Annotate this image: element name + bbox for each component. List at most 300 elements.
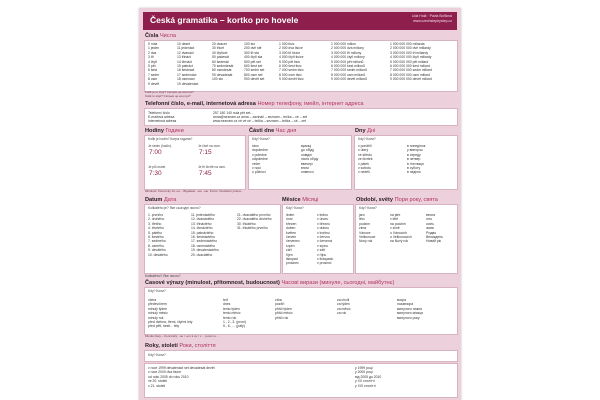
number-item: 2 dva <box>148 50 157 55</box>
season-translation: весна <box>426 213 436 217</box>
middle-note-2: Minulé časy – Koncovky: -ou / -em a ve / v ... jenom u... <box>145 334 219 338</box>
number-item: 8 000 000 000 osm miliard <box>390 72 430 77</box>
date-item: 9. devátého <box>148 248 166 253</box>
number-item: 300 tři sta <box>244 50 259 55</box>
month-when: v březnu <box>317 221 331 226</box>
timeexp-past <box>148 298 192 329</box>
month-when: v říjnu <box>317 252 327 257</box>
year-translation: у XX столітті <box>355 379 375 384</box>
section-tr: Дата <box>163 197 177 203</box>
contact-value: 257 180 140 nula pět set... <box>213 110 254 115</box>
number-item: 80 osmdesát <box>212 68 232 73</box>
years-items <box>148 366 215 388</box>
hours-time-2: 7:15 <box>199 149 212 156</box>
number-item: 13 třináct <box>177 55 191 60</box>
number-item: 4 000 čtyři tisíce <box>279 55 304 60</box>
author-url: www.czechstepbystep.cz <box>413 18 452 23</box>
timeexp-item: včera <box>148 298 157 302</box>
section-title-daytime <box>249 128 296 134</box>
season-name: podzim <box>359 221 370 226</box>
number-item: 8 000 000 osm milionů <box>331 72 366 77</box>
number-item: 1 000 tisíc <box>279 42 295 46</box>
date-item: 19. devatenáctého <box>191 248 219 253</box>
season-translation: Великдень <box>426 234 443 239</box>
day-translation: у вівторок <box>407 148 423 153</box>
month-when: v září <box>317 248 326 253</box>
daytime-item: v noci <box>252 165 261 170</box>
timeexp-translation: минулого року <box>397 315 420 320</box>
number-item: 100 sto <box>212 77 224 82</box>
number-item: 11 jedenáct <box>177 46 195 51</box>
number-item: 3 tři <box>148 55 154 60</box>
daytime-translation: опівночі <box>301 170 314 175</box>
number-item: 40 čtyřicet <box>212 50 228 55</box>
months-question: Kdy? Коли? <box>286 206 304 210</box>
section-cz: Období, světy <box>356 197 393 203</box>
section-title-hours <box>145 128 184 134</box>
day-translation: в середу <box>407 152 421 157</box>
timeexp-item: teď <box>223 298 228 302</box>
months-names <box>286 213 300 266</box>
number-item: 7 sedm <box>148 72 160 77</box>
author-line: Lida Holá · Pavla Bořilová <box>411 14 452 18</box>
section-cz: Dny <box>355 128 366 134</box>
daytime-translation: до обіду <box>301 148 315 153</box>
timeexp-item: dnes <box>223 302 231 307</box>
section-cz: Hodiny <box>145 128 164 134</box>
days-items <box>358 144 373 175</box>
number-item: 1 jeden <box>148 46 160 51</box>
daytime-item: v poledne <box>252 152 267 157</box>
section-tr: Числа <box>159 33 176 39</box>
number-item: 10 deset <box>177 42 191 46</box>
daytime-box <box>248 135 352 190</box>
number-item: 8 000 osm tisíc <box>279 72 302 77</box>
grammar-sheet <box>139 8 461 400</box>
number-item: 100 sto <box>244 42 256 46</box>
season-translation: зима <box>426 226 434 231</box>
numbers-box <box>144 40 458 92</box>
section-tr: Дні <box>367 128 376 134</box>
years-box <box>144 363 458 398</box>
month-name: srpen <box>286 243 295 248</box>
timeexp-question: Kdy? Коли? <box>148 289 166 293</box>
timeexp-item: tento rok <box>223 315 237 320</box>
date-item: 10. desátého <box>148 252 168 257</box>
hours-label-3: Je půl osmé. <box>148 165 167 169</box>
number-item: 17 sedmnáct <box>177 72 197 77</box>
day-item: ve čtvrtek <box>358 157 373 162</box>
daytime-item: odpoledne <box>252 157 268 162</box>
hours-box <box>144 135 246 190</box>
daytime-translation: вранці <box>301 144 312 148</box>
season-when: o Velikonocích <box>390 234 412 239</box>
timeexp-item: před pěti, šesti... lety <box>148 324 180 329</box>
years-question-box <box>144 350 458 362</box>
number-item: 60 šedesát <box>212 59 229 64</box>
days-box <box>354 135 458 190</box>
month-when: v únoru <box>317 217 329 222</box>
day-item: v pondělí <box>358 144 372 148</box>
year-translation: у XXI столітті <box>355 383 376 388</box>
date-item: 7. sedmého <box>148 239 166 244</box>
number-item: 14 čtrnáct <box>177 59 192 64</box>
numbers-note-1: Kolik je to stojí? Скільки це коштує? <box>145 90 194 94</box>
section-cz: Časové výrazy (minulost, přítomnost, budoucnost) <box>145 280 280 286</box>
day-item: v úterý <box>358 148 369 153</box>
timeexp-item: 1., 2., 3. (první) <box>223 319 246 324</box>
date-item: 18. osmnáctého <box>191 243 216 248</box>
year-translation: у 2000 році <box>355 370 373 375</box>
year-item: v 21. století <box>148 383 166 388</box>
number-item: 6 000 000 šest milionů <box>331 63 365 68</box>
day-item: v sobotu <box>358 165 371 170</box>
month-name: květen <box>286 230 296 235</box>
date-item: 13. třináctého <box>191 221 212 226</box>
timeexp-item: minulý týden <box>148 306 168 311</box>
season-when: na Nový rok <box>390 239 409 244</box>
month-when: v prosinci <box>317 261 332 266</box>
date-item: 14. čtrnáctého <box>191 226 213 231</box>
number-item: 4 000 000 čtyři miliony <box>331 55 365 60</box>
number-item: 9 devět <box>148 81 160 86</box>
section-cz: Telefonní číslo, e-mail, internetová adresa <box>145 101 256 107</box>
date-col-2 <box>191 213 219 257</box>
numbers-col-millions <box>331 42 367 82</box>
daytime-translation: опівдні <box>301 152 312 157</box>
number-item: 200 dvě stě <box>244 46 262 51</box>
day-item: v pátek <box>358 161 369 166</box>
numbers-col-thousands <box>279 42 304 82</box>
seasons-question: Kdy? Коли? <box>359 206 377 210</box>
section-cz: Roky, století <box>145 343 178 349</box>
days-question: Kdy? Коли? <box>358 137 376 141</box>
date-item: 8. osmého <box>148 243 164 248</box>
section-title-days <box>355 128 375 134</box>
section-title-years <box>145 343 216 349</box>
number-item: 2 000 000 dva miliony <box>331 46 364 51</box>
day-translation: в четвер <box>407 157 421 162</box>
month-name: červen <box>286 234 297 239</box>
seasons-translations <box>426 213 443 244</box>
number-item: 8 osm <box>148 77 158 82</box>
middle-note: Minulost: Koncovky za -ou... Відмінки: -ем, -ою. Pozor: Nevlastní jména... <box>145 189 244 193</box>
number-item: 6 000 000 000 šest miliard <box>390 63 430 68</box>
date-item: 15. patnáctého <box>191 230 214 235</box>
timeexp-item: před dvěma, třemi, čtyřmi lety <box>148 319 193 324</box>
month-when: v lednu <box>317 213 328 217</box>
timeexp-item: za chvíli <box>337 298 350 302</box>
number-item: 9 000 devět tisíc <box>279 77 304 82</box>
number-item: 500 pět set <box>244 59 261 64</box>
day-item: ve středu <box>358 152 372 157</box>
section-tr: Часові вирази (минуле, сьогодні, майбутнє) <box>281 280 395 286</box>
number-item: 30 třicet <box>212 46 225 51</box>
timeexp-translation: вчора <box>397 298 407 302</box>
hours-time-1: 7:00 <box>149 149 162 156</box>
daytime-translation: ввечері <box>301 161 313 166</box>
date-box <box>144 204 281 274</box>
number-item: 400 čtyři sta <box>244 55 263 60</box>
timeexp-item: pozítří <box>275 302 285 307</box>
day-item: v neděli <box>358 170 370 175</box>
contact-value: www.seznam.cz vé vé vé – tečka – seznam – tečka – cé – zet <box>213 119 306 124</box>
date-item: 1. prvního <box>148 213 164 217</box>
section-title-numbers <box>145 33 176 39</box>
timeexp-future <box>275 298 293 320</box>
month-name: září <box>286 248 292 253</box>
number-item: 90 devadesát <box>212 72 233 77</box>
season-translation: Новий рік <box>426 239 441 244</box>
number-item: 18 osmnáct <box>177 77 195 82</box>
month-name: duben <box>286 226 296 231</box>
number-item: 7 000 000 sedm milionů <box>331 68 368 73</box>
daytime-item: dopoledne <box>252 148 268 153</box>
season-when: na jaře <box>390 213 401 217</box>
seasons-box <box>355 204 458 274</box>
timeexp-translations <box>397 298 423 320</box>
number-item: 4 čtyři <box>148 59 158 64</box>
hours-label-4: Je tři čtvrtě na osm. <box>198 165 226 169</box>
year-item: v roce 1999 devatenáct set devadesát devět <box>148 366 215 370</box>
daytime-question: Kdy? Коли? <box>252 137 270 141</box>
hours-time-3: 7:30 <box>149 170 162 177</box>
timeexp-later <box>337 298 351 316</box>
hours-label-1: Je sedm (hodin). <box>148 144 172 148</box>
timeexp-item: 5., 6., ... (pátý) <box>223 324 245 329</box>
date-item: 20. dvacátého <box>191 252 213 257</box>
month-name: prosinec <box>286 261 299 266</box>
days-translations <box>407 144 425 175</box>
contact-label: Telefonní číslo <box>148 110 170 115</box>
contact-label: E-mailová adresa <box>148 114 175 119</box>
day-translation: в суботу <box>407 165 421 170</box>
months-box <box>282 204 354 274</box>
month-name: říjen <box>286 252 293 257</box>
years-translations <box>355 366 381 388</box>
hours-question: Kolik je hodin? Котра година? <box>148 137 193 141</box>
date-item: 6. šestého <box>148 234 164 239</box>
timeexp-item: za rok <box>337 311 347 316</box>
month-name: březen <box>286 221 297 226</box>
number-item: 15 patnáct <box>177 63 193 68</box>
date-col-3 <box>237 213 272 231</box>
number-item: 6 000 šest tisíc <box>279 63 302 68</box>
timeexp-translation: минулого тижня <box>397 306 423 311</box>
number-item: 1 000 000 milion <box>331 42 356 46</box>
timeexp-box <box>144 287 458 335</box>
season-name: léto <box>359 217 365 222</box>
number-item: 2 000 dva tisíce <box>279 46 303 51</box>
date-col-1 <box>148 213 168 257</box>
daytime-item: o půlnoci <box>252 170 266 175</box>
date-item: 11. jedenáctého <box>191 213 215 217</box>
timeexp-translation: минулого місяця <box>397 311 424 316</box>
timeexp-pre-question: Kolikátého? Яке число? <box>145 274 181 278</box>
date-item: 2. druhého <box>148 217 165 222</box>
timeexp-item: příští rok <box>275 315 289 320</box>
numbers-col-tens <box>212 42 233 82</box>
section-tr: Пори року, свята <box>394 197 438 203</box>
timeexp-item: zítra <box>275 298 282 302</box>
date-item: 16. šestnáctého <box>191 234 215 239</box>
authors <box>412 14 452 23</box>
day-translation: в неділю <box>407 170 421 175</box>
month-when: v květnu <box>317 230 330 235</box>
month-when: v listopadu <box>317 256 334 261</box>
section-title-date <box>145 197 176 203</box>
number-item: 5 000 000 000 pět miliard <box>390 59 429 64</box>
section-title-seasons <box>356 197 438 203</box>
number-item: 3 000 tři tisíce <box>279 50 301 55</box>
timeexp-item: předevčírem <box>148 302 167 307</box>
season-name: zima <box>359 226 367 231</box>
timeexp-item: příští měsíc <box>275 311 293 316</box>
year-translation: у 1999 році <box>355 366 373 370</box>
number-item: 9 000 000 000 devět miliard <box>390 77 432 82</box>
number-item: 700 sedm set <box>244 68 265 73</box>
numbers-note-2: Kolik to stojí? Скільки це коштує? <box>145 94 191 98</box>
daytime-translation: після обіду <box>301 157 319 162</box>
number-item: 50 padesát <box>212 55 229 60</box>
number-item: 20 dvacet <box>212 42 227 46</box>
section-cz: Měsíce <box>282 197 301 203</box>
daytime-translation: вночі <box>301 165 310 170</box>
number-item: 800 osm set <box>244 72 263 77</box>
years-question: Kdy? Коли? <box>148 353 166 357</box>
number-item: 600 šest set <box>244 63 263 68</box>
number-item: 5 000 000 pět milionů <box>331 59 364 64</box>
timeexp-item: tento týden <box>223 306 240 311</box>
section-cz: Části dne <box>249 128 275 134</box>
number-item: 1 000 000 000 miliarda <box>390 42 425 46</box>
season-translation: літо <box>426 217 433 222</box>
number-item: 9 000 000 devět milionů <box>331 77 368 82</box>
page-title: Česká gramatika – kortko pro hovele <box>150 15 299 25</box>
month-when: v červenci <box>317 239 333 244</box>
year-item: od roku 2005 do roku 2010 <box>148 374 189 379</box>
timeexp-item: minulý rok <box>148 315 164 320</box>
season-when: na podzim <box>390 221 406 226</box>
contacts-values <box>213 111 307 124</box>
hours-time-4: 7:45 <box>199 170 212 177</box>
month-when: v srpnu <box>317 243 329 248</box>
section-title-timeexp <box>145 280 394 286</box>
seasons-names <box>359 213 375 244</box>
timeexp-translation: позавчора <box>397 302 414 307</box>
number-item: 2 000 000 000 dvě miliardy <box>390 46 431 51</box>
season-name: Vánoce <box>359 230 371 235</box>
date-item: 30. třicátého <box>237 221 256 226</box>
daytime-item: ráno <box>252 144 259 148</box>
date-item: 5. pátého <box>148 230 163 235</box>
numbers-col-teens <box>177 42 198 86</box>
numbers-col-hundreds <box>244 42 264 82</box>
date-item: 12. dvanáctého <box>191 217 215 222</box>
date-question: Kolikátého je? Яке сьогодні число? <box>148 206 201 210</box>
section-tr: Місяці <box>302 197 319 203</box>
daytime-item: večer <box>252 161 261 166</box>
number-item: 5 pět <box>148 63 156 68</box>
number-item: 3 000 000 000 tři miliardy <box>390 50 429 55</box>
section-tr: Години <box>165 128 184 134</box>
number-item: 5 000 pět tisíc <box>279 59 301 64</box>
timeexp-present <box>223 298 246 329</box>
year-item: v roce 2000 dva tisíce <box>148 370 181 375</box>
date-item: 22. dvacátého druhého <box>237 217 272 222</box>
month-name: leden <box>286 213 295 217</box>
section-title-months <box>282 197 318 203</box>
season-translation: Різдво <box>426 230 437 235</box>
timeexp-item: za měsíc <box>337 306 351 311</box>
month-when: v dubnu <box>317 226 330 231</box>
numbers-col-units <box>148 42 159 86</box>
date-item: 17. sedmnáctého <box>191 239 218 244</box>
months-when <box>317 213 333 266</box>
season-when: v zimě <box>390 226 400 231</box>
hours-label-2: Je čtvrt na osm. <box>198 144 221 148</box>
date-item: 31. třicátého prvního <box>237 226 268 231</box>
number-item: 6 šest <box>148 68 158 73</box>
number-item: 7 000 000 000 sedm miliard <box>390 68 432 73</box>
date-item: 21. dvacátého prvního <box>237 213 271 217</box>
month-when: v červnu <box>317 234 330 239</box>
season-name: Nový rok <box>359 239 373 244</box>
contact-label: Internetová adresa <box>148 119 177 124</box>
contact-value: anna@seznam.cz anna – zavináč – seznam – tečka – cé – zet <box>213 114 308 119</box>
numbers-col-billions <box>390 42 432 82</box>
daytime-items <box>252 144 268 175</box>
number-item: 900 devět set <box>244 77 265 82</box>
day-translation: в понеділок <box>407 144 426 148</box>
section-tr: Час дня <box>275 128 297 134</box>
timeexp-item: příští týden <box>275 306 292 311</box>
timeexp-item: tento měsíc <box>223 311 241 316</box>
contacts-labels <box>148 111 176 124</box>
year-item: ve 20. století <box>148 379 168 384</box>
month-name: červenec <box>286 239 300 244</box>
seasons-when <box>390 213 412 244</box>
number-item: 16 šestnáct <box>177 68 195 73</box>
month-name: únor <box>286 217 293 222</box>
daytime-translations <box>301 144 318 175</box>
timeexp-item: za týden <box>337 302 350 307</box>
contacts-box <box>144 108 458 126</box>
date-item: 3. třetího <box>148 221 162 226</box>
section-tr: Номер телефону, імейл, інтернет адреса <box>257 101 364 107</box>
season-when: v létě <box>390 217 399 222</box>
number-item: 0 nula <box>148 42 158 46</box>
date-item: 4. čtvrtého <box>148 226 164 231</box>
section-cz: Datum <box>145 197 163 203</box>
season-name: jaro <box>359 213 365 217</box>
section-title-contacts <box>145 101 364 107</box>
year-translation: від 2005 до 2010 <box>355 374 382 379</box>
season-name: Velikonoce <box>359 234 376 239</box>
season-when: o Vánocích <box>390 230 407 235</box>
section-cz: Čísla <box>145 33 159 39</box>
header-bar <box>143 12 457 30</box>
section-tr: Роки, століття <box>179 343 216 349</box>
timeexp-item: minulý měsíc <box>148 311 168 316</box>
day-translation: в п'ятницю <box>407 161 424 166</box>
number-item: 3 000 000 tři miliony <box>331 50 362 55</box>
number-item: 19 devatenáct <box>177 81 199 86</box>
number-item: 4 000 000 000 čtyři miliardy <box>390 55 432 60</box>
number-item: 12 dvanáct <box>177 50 194 55</box>
number-item: 7 000 sedm tisíc <box>279 68 304 73</box>
number-item: 70 sedmdesát <box>212 63 234 68</box>
